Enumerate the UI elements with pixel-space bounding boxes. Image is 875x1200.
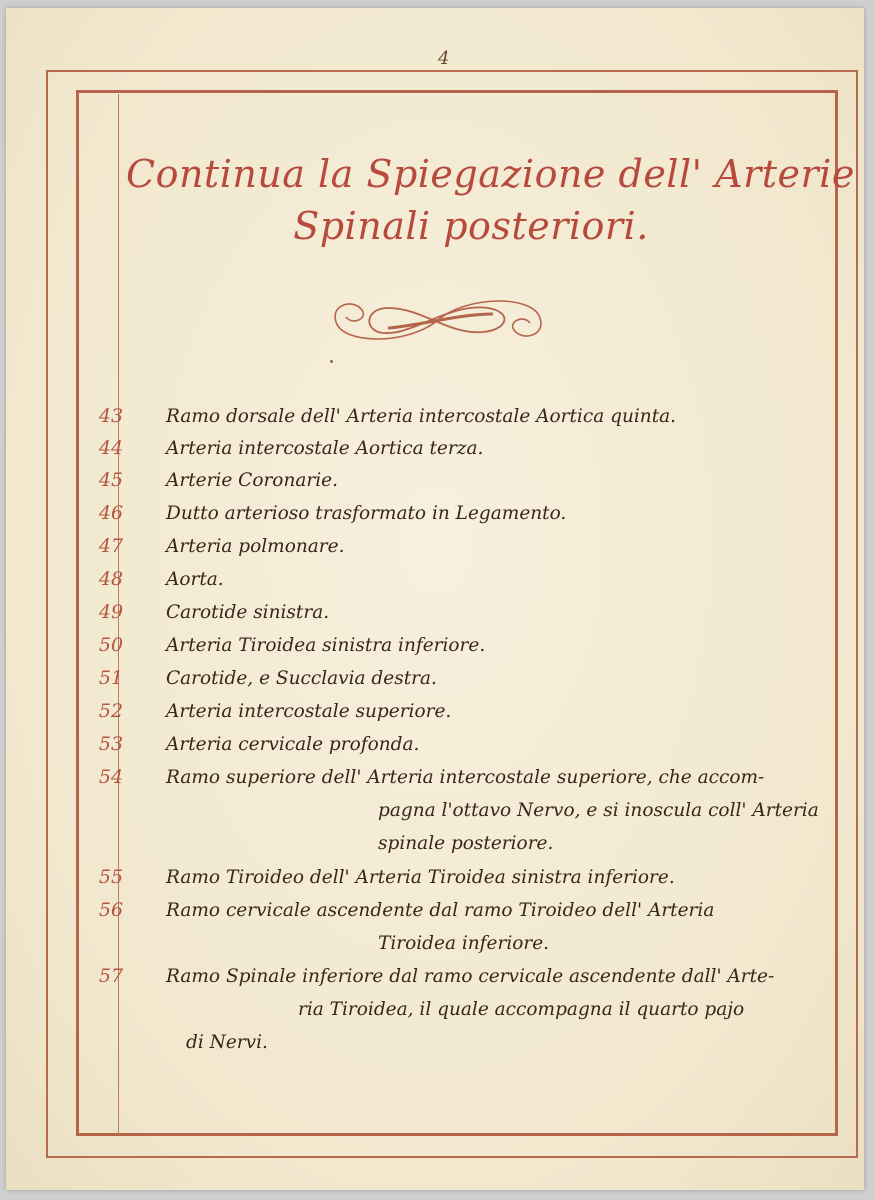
entry-text-continuation: ria Tiroidea, il quale accompagna il quarto pajo xyxy=(298,999,745,1020)
entry-text-continuation: spinale posteriore. xyxy=(378,833,554,854)
page-number: 4 xyxy=(438,48,450,69)
entry-text: Arteria intercostale Aortica terza. xyxy=(166,438,484,459)
title-line-2: Spinali posteriori. xyxy=(293,204,649,248)
title-line-1: Continua la Spiegazione dell' Arterie xyxy=(126,152,855,196)
entry-text: Arteria polmonare. xyxy=(166,536,345,557)
manuscript-page xyxy=(6,8,864,1190)
entry-text: Arteria Tiroidea sinistra inferiore. xyxy=(166,635,486,656)
ink-dot xyxy=(330,360,333,363)
entry-text: Carotide sinistra. xyxy=(166,602,330,623)
entry-number: 50 xyxy=(98,634,124,656)
entry-text-continuation: Tiroidea inferiore. xyxy=(378,933,550,954)
entry-text: Ramo dorsale dell' Arteria intercostale Aortica quinta. xyxy=(166,406,677,427)
entry-text: Arteria intercostale superiore. xyxy=(166,701,452,722)
entry-text: Carotide, e Succlavia destra. xyxy=(166,668,437,689)
entry-number: 53 xyxy=(98,733,124,755)
entry-number: 55 xyxy=(98,866,124,888)
entry-text-continuation: pagna l'ottavo Nervo, e si inoscula coll' Arteria xyxy=(378,800,819,821)
entry-text: Dutto arterioso trasformato in Legamento. xyxy=(166,503,567,524)
entry-text: Ramo cervicale ascendente dal ramo Tiroideo dell' Arteria xyxy=(166,900,715,921)
flourish-ornament xyxy=(318,290,558,350)
entry-number: 45 xyxy=(98,469,124,491)
entry-number: 46 xyxy=(98,502,124,524)
entry-text: Arteria cervicale profonda. xyxy=(166,734,420,755)
entry-text: Ramo superiore dell' Arteria intercostale superiore, che accom- xyxy=(166,767,765,788)
entry-number: 51 xyxy=(98,667,124,689)
entry-text: Ramo Tiroideo dell' Arteria Tiroidea sinistra inferiore. xyxy=(166,867,675,888)
page-title xyxy=(126,148,855,252)
entry-number: 52 xyxy=(98,700,124,722)
entry-number: 57 xyxy=(98,965,124,987)
entry-text: Aorta. xyxy=(166,569,224,590)
entry-number: 48 xyxy=(98,568,124,590)
entry-number: 44 xyxy=(98,437,124,459)
entry-number: 54 xyxy=(98,766,124,788)
entry-text: Arterie Coronarie. xyxy=(166,470,338,491)
entry-text-continuation: di Nervi. xyxy=(186,1032,268,1053)
entry-number: 43 xyxy=(98,405,124,427)
entry-text: Ramo Spinale inferiore dal ramo cervicale ascendente dall' Arte- xyxy=(166,966,775,987)
entry-number: 47 xyxy=(98,535,124,557)
entry-number: 49 xyxy=(98,601,124,623)
entry-number: 56 xyxy=(98,899,124,921)
